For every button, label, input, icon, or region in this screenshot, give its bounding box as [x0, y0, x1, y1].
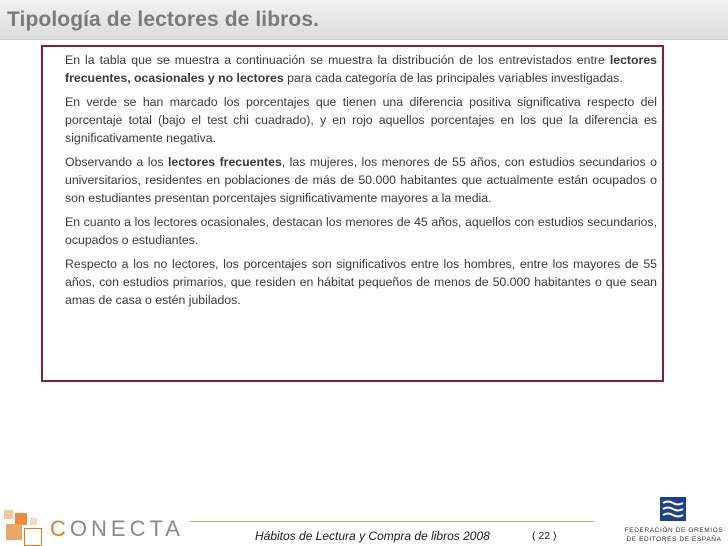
conecta-logo-rest: ONECTA	[69, 516, 184, 541]
content-frame	[41, 45, 664, 382]
conecta-logo	[50, 516, 184, 542]
federacion-gremios-logo-text	[624, 526, 724, 544]
paragraph-3-bold: lectores frecuentes	[167, 155, 282, 169]
paragraph-1	[65, 51, 657, 87]
footer-report-title: Hábitos de Lectura y Compra de libros 2008	[255, 529, 490, 543]
federacion-logo-line1: FEDERACIÓN DE GREMIOS	[624, 527, 724, 534]
paragraph-1-bold: lectores frecuentes, ocasionales y no lectores	[65, 53, 657, 85]
paragraph-3-before: Observando a los	[65, 155, 168, 169]
conecta-logo-icon	[4, 510, 48, 546]
paragraph-4: En cuanto a los lectores ocasionales, destacan los menores de 45 años, aquellos con estudios secundarios, ocupados o estudiantes.	[65, 215, 657, 247]
paragraph-1-before: En la tabla que se muestra a continuación se muestra la distribución de los entrevistados entre	[65, 53, 610, 67]
paragraph-5: Respecto a los no lectores, los porcentajes son significativos entre los hombres, entre los mayores de 55 años, con estudios primarios, que residen en hábitat pequeños de menos de 50.000 habitantes o que sean amas de casa o estén jubilados.	[65, 257, 657, 307]
paragraph-1-after: para cada categoría de las principales variables investigadas.	[283, 71, 623, 85]
paragraph-3-after: , las mujeres, los menores de 55 años, con estudios secundarios o universitarios, residentes en poblaciones de más de 50.000 habitantes que actualmente están ocupados o son estudiantes presentan porcentajes significativamente mayores a la media.	[65, 155, 657, 205]
paragraph-3	[65, 153, 657, 207]
federacion-gremios-logo-icon	[660, 497, 686, 521]
paragraph-2: En verde se han marcado los porcentajes que tienen una diferencia positiva significativa respecto del porcentaje total (bajo el test chi cuadrado), y en rojo aquellos porcentajes en los que la diferencia es significativamente negativa.	[65, 95, 657, 145]
page-title: Tipología de lectores de libros.	[7, 8, 320, 31]
conecta-logo-first-letter: C	[50, 516, 70, 541]
title-bar	[0, 0, 728, 40]
page-number: ( 22 )	[532, 530, 557, 542]
federacion-logo-line2: DE EDITORES DE ESPAÑA	[626, 536, 722, 543]
body-text	[65, 51, 657, 315]
footer-divider	[190, 521, 594, 522]
